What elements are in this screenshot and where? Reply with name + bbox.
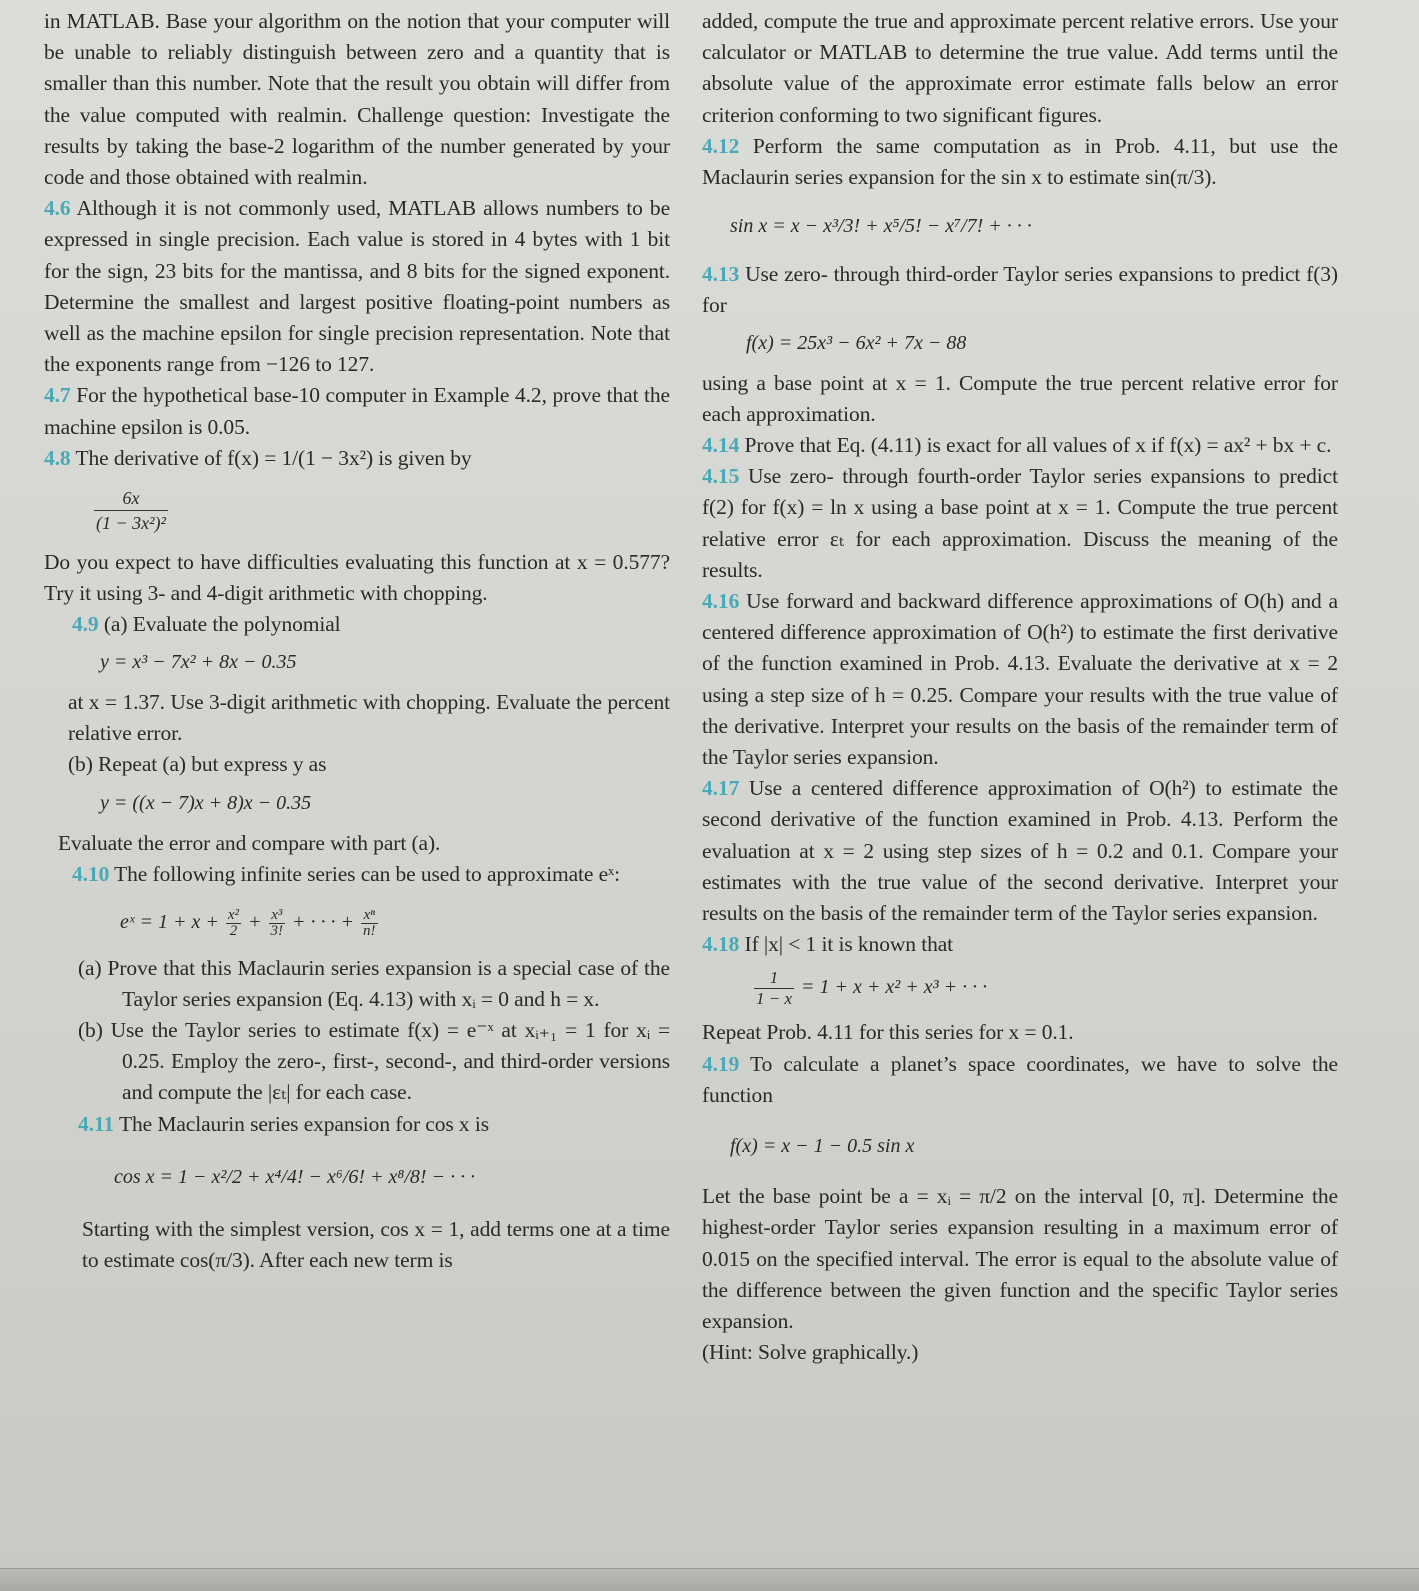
problem-text: The following infinite series can be used to approximate eˣ: <box>114 862 621 887</box>
problem-4-18 <box>702 929 1338 960</box>
problem-4-8 <box>44 443 670 474</box>
problem-4-10a: (a) Prove that this Maclaurin series expansion is a special case of the Taylor series expansion (Eq. 4.13) with xᵢ = 0 and h = x. <box>78 955 670 1011</box>
problem-number: 4.18 <box>702 932 740 957</box>
left-column <box>44 6 670 1276</box>
problem-4-19-hint: (Hint: Solve graphically.) <box>702 1340 919 1365</box>
problem-4-10 <box>44 859 670 890</box>
right-column <box>702 6 1338 1368</box>
problem-4-8-question: Do you expect to have difficulties evaluating this function at x = 0.577? Try it using 3- and 4-digit arithmetic with chopping. <box>44 550 670 606</box>
problem-number: 4.19 <box>702 1051 740 1076</box>
problem-4-13-text: using a base point at x = 1. Compute the true percent relative error for each approximation. <box>702 370 1338 426</box>
problem-4-11-continued: added, compute the true and approximate percent relative errors. Use your calculator or MATLAB to determine the true value. Add terms until the absolute value of the approximate error estimate falls below an error criterion conforming to two significant figures. <box>702 9 1338 127</box>
problem-text: Use a centered difference approximation of O(h²) to estimate the second derivative of the function examined in Prob. 4.13. Perform the evaluation at x = 2 using step sizes of h = 0.2 and 0.1. Compare your estimates with the true value of the second derivative. Interpret your results on the basis of the remainder term of the Taylor series expansion. <box>702 776 1338 926</box>
problem-number: 4.6 <box>44 196 71 221</box>
equation-nested-polynomial: y = ((x − 7)x + 8)x − 0.35 <box>100 792 312 815</box>
equation-polynomial: y = x³ − 7x² + 8x − 0.35 <box>100 650 297 673</box>
problem-4-10b: (b) Use the Taylor series to estimate f(x) = e⁻ˣ at xᵢ₊₁ = 1 for xᵢ = 0.25. Employ the zero-, first-, second-, and third-order versions and compute the |εₜ| for each case. <box>78 1017 670 1105</box>
problem-text: Although it is not commonly used, MATLAB allows numbers to be expressed in single precision. Each value is stored in 4 bytes with 1 bit for the sign, 23 bits for the mantissa, and 8 bits for the signed exponent. Determine the smallest and largest positive floating-point numbers as well as the machine epsilon for single precision representation. Note that the exponents range from −126 to 127. <box>44 196 671 377</box>
equation-planet: f(x) = x − 1 − 0.5 sin x <box>730 1135 915 1158</box>
problem-4-7 <box>44 380 670 442</box>
problem-text: Use forward and backward difference approximations of O(h) and a centered difference approximation of O(h²) to estimate the first derivative of the function examined in Prob. 4.13. Evaluate the derivative at x = 2 using a step size of h = 0.25. Compare your results with the true value of the derivative. Interpret your results on the basis of the remainder term of the Taylor series expansion. <box>702 589 1338 770</box>
equation-exp-series: eˣ = 1 + x + $\frac{\text{x²}}{2}$ + $\frac{\text{x³}}{3!}$ + · · · + $\frac{\text{xⁿ}}{n!}$ <box>120 906 376 939</box>
problem-text: The Maclaurin series expansion for cos x is <box>118 1111 489 1136</box>
problem-4-6 <box>44 193 670 380</box>
problem-number: 4.14 <box>702 433 740 458</box>
problem-text: The derivative of f(x) = 1/(1 − 3x²) is given by <box>75 445 472 470</box>
problem-4-11-text: Starting with the simplest version, cos x = 1, add terms one at a time to estimate cos(π/3). After each new term is <box>82 1216 670 1272</box>
problem-text: Prove that Eq. (4.11) is exact for all values of x if f(x) = ax² + bx + c. <box>744 433 1332 458</box>
equation-cos-series: cos x = 1 − x²/2 + x⁴/4! − x⁶/6! + x⁸/8! − · · · <box>114 1165 476 1188</box>
problem-4-17 <box>702 773 1338 929</box>
problem-4-14 <box>702 430 1338 461</box>
equation-numerator: 6x <box>94 486 168 511</box>
problem-4-12 <box>702 131 1338 193</box>
problem-text: Use zero- through third-order Taylor series expansions to predict f(3) for <box>702 262 1338 318</box>
problem-text: Use zero- through fourth-order Taylor series expansions to predict f(2) for f(x) = ln x using a base point at x = 1. Compute the true percent relative error εₜ for each approximation. Discuss the meaning of the results. <box>702 464 1338 582</box>
problem-4-9b: (b) Repeat (a) but express y as <box>68 752 327 777</box>
problem-number: 4.9 <box>72 612 99 637</box>
problem-4-15 <box>702 461 1338 586</box>
problem-number: 4.12 <box>702 133 740 158</box>
problem-number: 4.7 <box>44 383 71 408</box>
problem-text: (a) Evaluate the polynomial <box>103 612 341 637</box>
problem-4-18-text: Repeat Prob. 4.11 for this series for x = 0.1. <box>702 1020 1074 1045</box>
problem-number: 4.15 <box>702 464 740 489</box>
problem-4-11 <box>44 1109 670 1140</box>
problem-text: For the hypothetical base-10 computer in Example 4.2, prove that the machine epsilon is 0.05. <box>44 383 670 439</box>
problem-number: 4.10 <box>72 862 110 887</box>
equation-cubic: f(x) = 25x³ − 6x² + 7x − 88 <box>746 331 967 354</box>
problem-4-19-text: Let the base point be a = xᵢ = π/2 on the interval [0, π]. Determine the highest-order Taylor series expansion resulting in a maximum error of 0.015 on the specified interval. The error is equal to the absolute value of the difference between the given function and the specific Taylor series expansion. <box>702 1184 1338 1333</box>
problem-4-13 <box>702 259 1338 321</box>
problem-number: 4.13 <box>702 262 740 287</box>
equation-geometric-series: $\frac{1}{1 - x}$ = 1 + x + x² + x³ + · · · <box>756 968 988 1009</box>
problem-text: To calculate a planet’s space coordinates, we have to solve the function <box>702 1051 1338 1107</box>
problem-4-19 <box>702 1049 1338 1111</box>
problem-4-9 <box>44 609 670 640</box>
problem-number: 4.8 <box>44 445 71 470</box>
equation-denominator: (1 − 3x²)² <box>96 513 166 534</box>
problem-number: 4.17 <box>702 776 740 801</box>
problem-number: 4.11 <box>78 1111 115 1136</box>
problem-text: Perform the same computation as in Prob. 4.11, but use the Maclaurin series expansion for the sin x to estimate sin(π/3). <box>702 133 1338 190</box>
problem-number: 4.16 <box>702 589 740 614</box>
problem-4-5-continued: in MATLAB. Base your algorithm on the notion that your computer will be unable to reliably distinguish between zero and a quantity that is smaller than this number. Note that the result you obtain will differ from the value computed with realmin. Challenge question: Investigate the results by taking the base-2 logarithm of the number generated by your code and those obtained with realmin. <box>44 9 670 190</box>
problem-4-9a-text: at x = 1.37. Use 3-digit arithmetic with chopping. Evaluate the percent relative error. <box>68 689 670 745</box>
problem-text: If |x| < 1 it is known that <box>744 932 954 957</box>
page-bottom-edge <box>0 1568 1419 1591</box>
problem-4-16 <box>702 586 1338 773</box>
equation-sin-series: sin x = x − x³/3! + x⁵/5! − x⁷/7! + · · · <box>730 215 1032 238</box>
equation-derivative <box>44 474 670 547</box>
problem-4-9c: Evaluate the error and compare with part (a). <box>58 831 441 856</box>
